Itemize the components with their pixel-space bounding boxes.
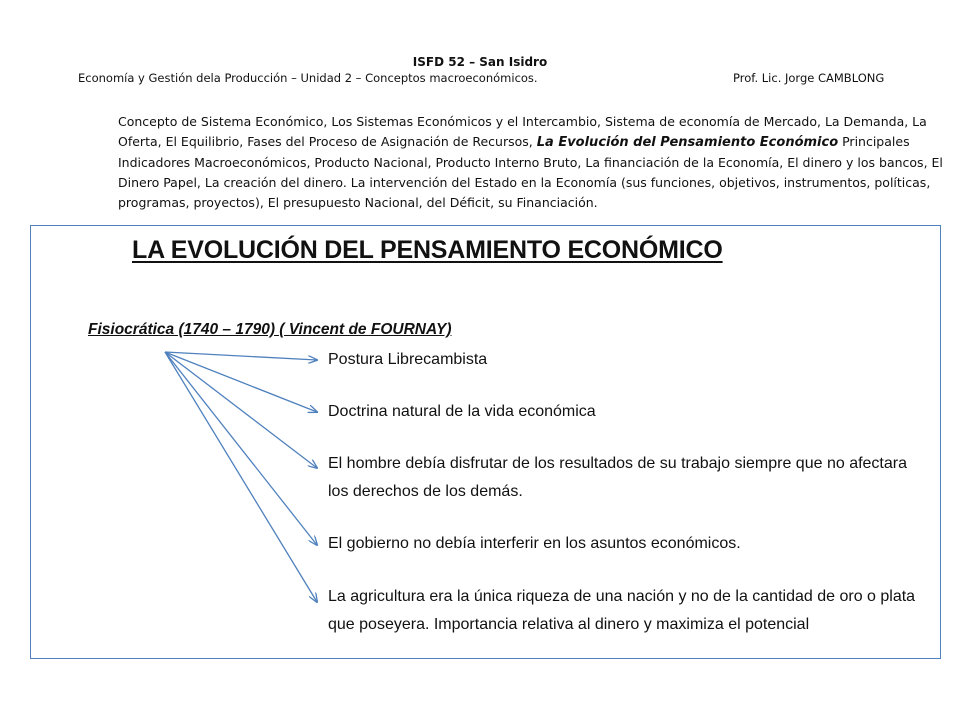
postulate-item: Postura Librecambista	[328, 351, 488, 368]
slide-title: LA EVOLUCIÓN DEL PENSAMIENTO ECONÓMICO	[132, 236, 723, 264]
postulate-item: Doctrina natural de la vida económica	[328, 403, 596, 420]
arrow-4	[165, 352, 317, 545]
postulate-item: El hombre debía disfrutar de los resultados de su trabajo siempre que no afectara los derechos de los demás.	[328, 455, 907, 500]
topics-highlight: La Evolución del Pensamiento Económico	[536, 135, 839, 150]
course-subline: Economía y Gestión dela Producción – Unidad 2 – Conceptos macroeconómicos.	[78, 71, 538, 85]
postulate-item: El gobierno no debía interferir en los asuntos económicos.	[328, 535, 741, 552]
arrow-1	[165, 352, 317, 360]
topics-rest: Principales Indicadores Macroeconómicos, Producto Nacional, Producto Interno Bruto, La financiación de la Economía, El dinero y los bancos, El Dinero Papel, La creación del dinero. La intervención del Estado en la Economía (sus funciones, objetivos, instrumentos, políticas, programas, proyectos), El presupuesto Nacional, del Déficit, su Financiación.	[118, 134, 943, 210]
arrow-3	[165, 352, 317, 468]
arrow-5	[165, 352, 317, 602]
postulate-item: La agricultura era la única riqueza de una nación y no de la cantidad de oro o plata que poseyera. Importancia relativa al dinero y maximiza el potencial	[328, 588, 916, 633]
topics-intro: Concepto de Sistema Económico, Los Sistemas Económicos y el Intercambio, Sistema de economía de Mercado, La Demanda, La Oferta, El Equilibrio, Fases del Proceso de Asignación de Recursos,	[118, 114, 927, 149]
author-name: Prof. Lic. Jorge CAMBLONG	[733, 71, 885, 85]
institution-header: ISFD 52 – San Isidro	[412, 55, 548, 69]
school-heading: Fisiocrática (1740 – 1790) ( Vincent de FOURNAY)	[88, 321, 452, 338]
